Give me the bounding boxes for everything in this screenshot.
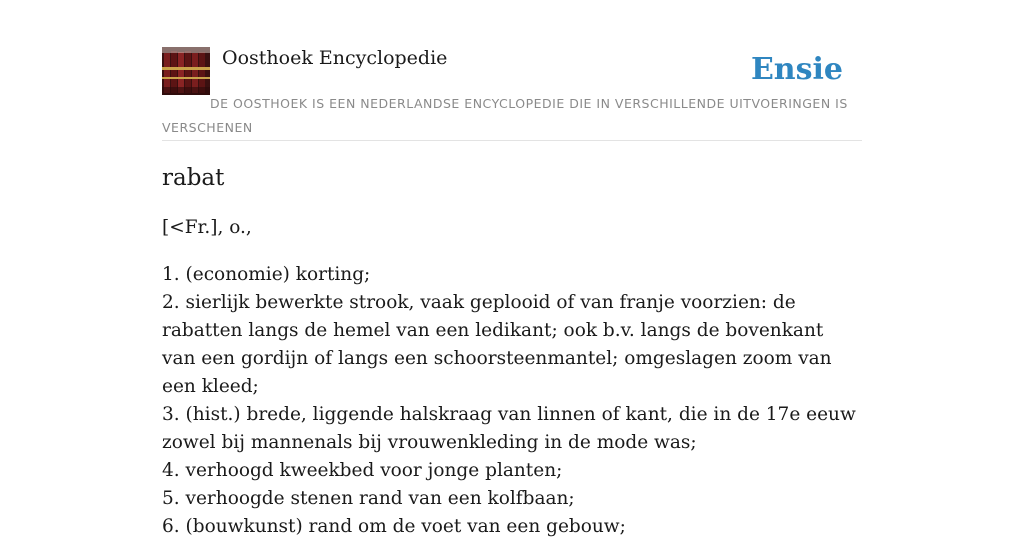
definition-item: 6. (bouwkunst) rand om de voet van een gebouw; <box>162 516 626 537</box>
definition-item: 4. verhoogd kweekbed voor jonge planten; <box>162 460 563 481</box>
book-spines-icon <box>162 47 210 95</box>
definition-list <box>162 261 862 541</box>
definition-item: 2. sierlijk bewerkte strook, vaak geplooid of van franje voorzien: de rabatten langs de hemel van een ledikant; ook b.v. langs de bovenkant van een gordijn of langs een schoorsteenmantel; omgeslagen zoom van een kleed; <box>162 292 832 397</box>
entry-headword: rabat <box>162 165 225 191</box>
avatar[interactable] <box>162 47 210 95</box>
site-header <box>162 46 862 141</box>
entry-content <box>162 162 862 541</box>
definition-item: 5. verhoogde stenen rand van een kolfbaan; <box>162 488 575 509</box>
entry-grammar: [<Fr.], o., <box>162 217 252 238</box>
brand-logo[interactable]: Ensie <box>750 52 843 87</box>
definition-item: 3. (hist.) brede, liggende halskraag van linnen of kant, die in de 17e eeuw zowel bij mannenals bij vrouwenkleding in de mode was; <box>162 404 856 453</box>
site-title[interactable]: Oosthoek Encyclopedie <box>222 47 448 69</box>
site-description: DE OOSTHOEK IS EEN NEDERLANDSE ENCYCLOPEDIE DIE IN VERSCHILLENDE UITVOERINGEN IS VERSCHENEN <box>162 96 848 135</box>
definition-item: 1. (economie) korting; <box>162 264 371 285</box>
